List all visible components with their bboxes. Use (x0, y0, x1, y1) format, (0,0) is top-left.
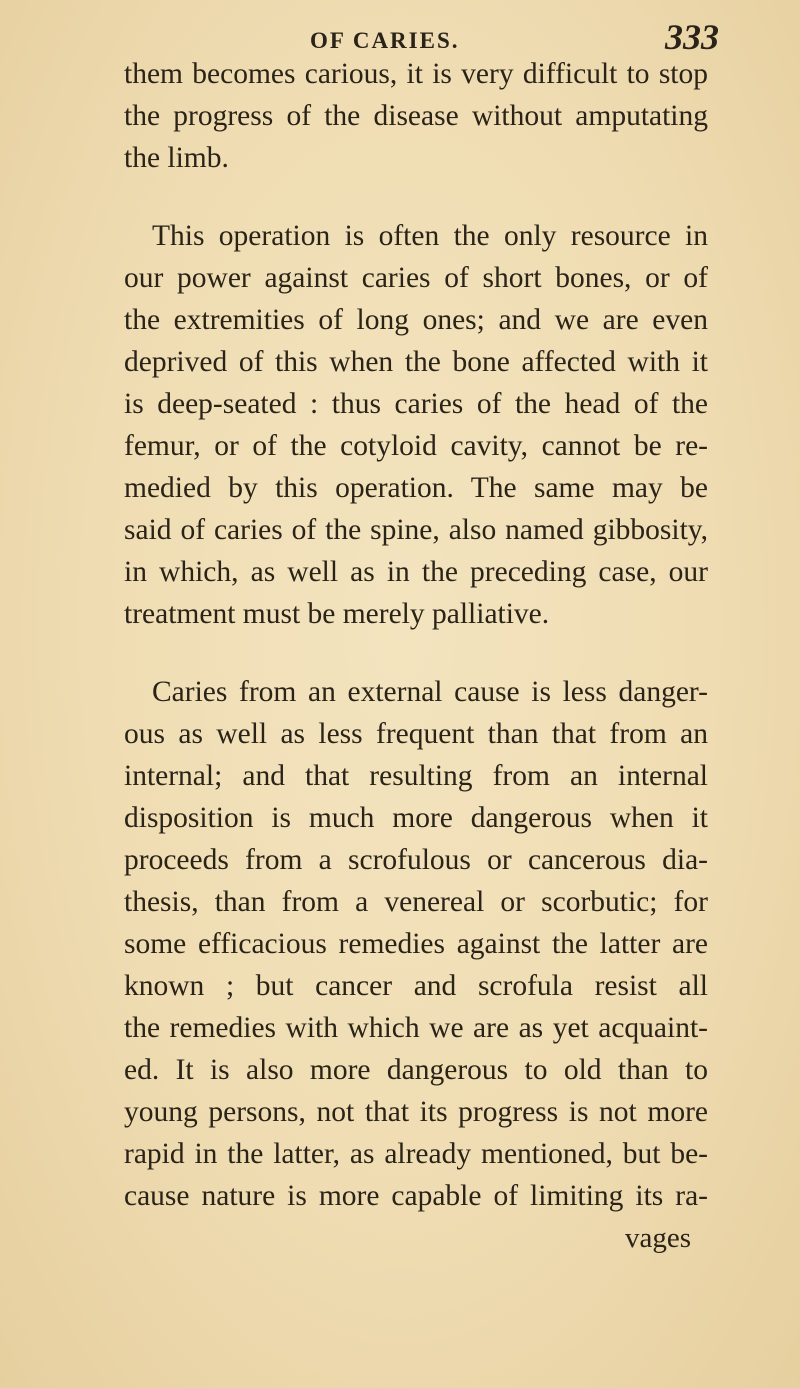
text-line: known ; but cancer and scrofula resist all (124, 970, 708, 1002)
page-number: 333 (665, 17, 719, 57)
catchword: vages (625, 1222, 692, 1254)
text-line: proceeds from a scrofulous or cancerous dia- (124, 844, 708, 876)
text-line: in which, as well as in the preceding case, our (124, 556, 708, 588)
text-line: deprived of this when the bone affected with it (124, 346, 708, 378)
text-line: the progress of the disease without amputating (124, 100, 708, 132)
text-line: thesis, than from a venereal or scorbutic; for (124, 886, 708, 918)
text-line: medied by this operation. The same may be (124, 472, 708, 504)
text-line: is deep-seated : thus caries of the head of the (124, 388, 708, 420)
paragraph-first-line: Caries from an external cause is less danger- (152, 676, 708, 708)
text-line: rapid in the latter, as already mentioned, but be- (124, 1138, 708, 1170)
text-line: our power against caries of short bones, or of (124, 262, 708, 294)
text-line: femur, or of the cotyloid cavity, cannot be re- (124, 430, 708, 462)
paragraph-first-line: This operation is often the only resource in (152, 220, 708, 252)
text-line: treatment must be merely palliative. (124, 598, 550, 630)
text-line: ous as well as less frequent than that from an (124, 718, 708, 750)
text-line: internal; and that resulting from an internal (124, 760, 708, 792)
text-line: them becomes carious, it is very difficult to stop (124, 58, 708, 90)
text-line: ed. It is also more dangerous to old than to (124, 1054, 708, 1086)
text-line: cause nature is more capable of limiting its ra- (124, 1180, 708, 1212)
text-line: the remedies with which we are as yet acquaint- (124, 1012, 708, 1044)
text-line: the limb. (124, 142, 229, 174)
text-line: disposition is much more dangerous when it (124, 802, 708, 834)
text-line: said of caries of the spine, also named gibbosity, (124, 514, 708, 546)
text-line: the extremities of long ones; and we are even (124, 304, 708, 336)
text-line: young persons, not that its progress is not more (124, 1096, 708, 1128)
text-line: some efficacious remedies against the latter are (124, 928, 708, 960)
running-head: OF CARIES. (310, 28, 460, 53)
